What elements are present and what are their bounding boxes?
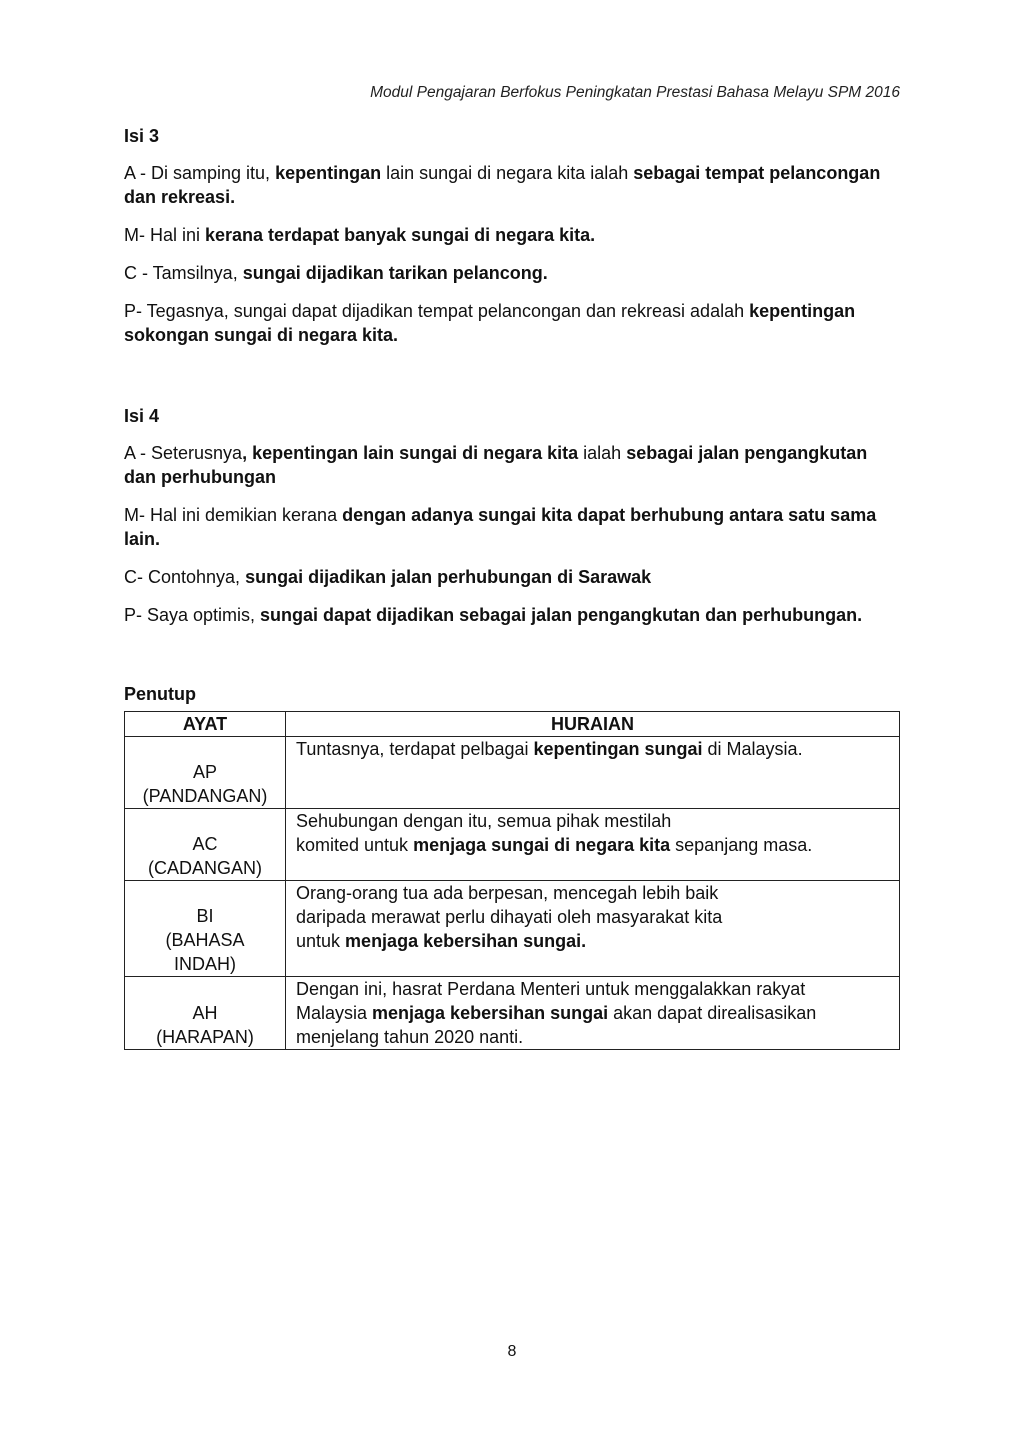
bold-text-run: menjaga kebersihan sungai.: [345, 931, 587, 951]
huraian-cell: [286, 809, 900, 881]
ayat-cell: [125, 809, 286, 881]
column-header-ayat: AYAT: [125, 712, 286, 737]
text-run: P- Tegasnya, sungai dapat dijadikan tempat pelancongan dan rekreasi adalah: [124, 301, 750, 321]
bold-text-run: kepentingan: [275, 163, 382, 183]
ayat-cell: [125, 977, 286, 1050]
ayat-line: (BAHASA: [165, 930, 245, 950]
table-row: [125, 809, 900, 881]
isi-3-section: [124, 161, 904, 347]
huraian-cell: [286, 737, 900, 809]
ayat-line: AP: [192, 762, 217, 782]
ayat-line: AC: [192, 834, 218, 854]
running-header: Modul Pengajaran Berfokus Peningkatan Prestasi Bahasa Melayu SPM 2016: [370, 84, 900, 101]
ayat-line: AH: [192, 1003, 218, 1023]
ayat-line: BI: [196, 906, 214, 926]
text-run: C - Tamsilnya,: [124, 263, 243, 283]
text-run: M- Hal ini demikian kerana: [124, 505, 343, 525]
table-row: [125, 737, 900, 809]
bold-text-run: menjaga sungai di negara kita: [413, 835, 671, 855]
isi-3-paragraph: [124, 161, 904, 209]
ayat-line: (CADANGAN): [147, 858, 262, 878]
isi-3-paragraph: [124, 299, 904, 347]
isi-4-paragraph: [124, 603, 904, 627]
bold-text-run: , kepentingan lain sungai di negara kita: [242, 443, 579, 463]
ayat-line: (HARAPAN): [156, 1027, 254, 1047]
bold-text-run: kepentingan sungai: [533, 739, 703, 759]
bold-text-run: sungai dijadikan jalan perhubungan di Sarawak: [245, 567, 652, 587]
penutup-heading: Penutup: [124, 684, 196, 704]
text-run: P- Saya optimis,: [124, 605, 261, 625]
text-run: M- Hal ini: [124, 225, 206, 245]
bold-text-run: kerana terdapat banyak sungai di negara kita.: [205, 225, 596, 245]
text-run: Tuntasnya, terdapat pelbagai: [296, 739, 534, 759]
bold-text-run: sebagai tempat pelancongan dan rekreasi.: [124, 163, 881, 207]
page-number: 8: [507, 1343, 517, 1360]
text-run: menjelang tahun 2020 nanti.: [296, 1027, 524, 1047]
bold-text-run: menjaga kebersihan sungai: [372, 1003, 609, 1023]
text-run: ialah: [578, 443, 627, 463]
huraian-cell: [286, 977, 900, 1050]
bold-text-run: sebagai jalan pengangkutan dan perhubungan: [124, 443, 868, 487]
table-row: [125, 977, 900, 1050]
text-run: komited untuk: [296, 835, 414, 855]
penutup-table: [124, 711, 900, 1050]
bold-text-run: sungai dapat dijadikan sebagai jalan pengangkutan dan perhubungan.: [260, 605, 863, 625]
isi-3-heading: Isi 3: [124, 126, 160, 146]
isi-3-paragraph: [124, 261, 904, 285]
text-run: Malaysia: [296, 1003, 373, 1023]
text-run: akan dapat direalisasikan: [608, 1003, 817, 1023]
column-header-huraian: HURAIAN: [286, 712, 900, 737]
ayat-line: (PANDANGAN): [142, 786, 268, 806]
isi-4-paragraph: [124, 441, 904, 489]
text-run: sepanjang masa.: [670, 835, 813, 855]
isi-4-paragraph: [124, 565, 904, 589]
table-header-row: [125, 712, 900, 737]
text-run: lain sungai di negara kita ialah: [381, 163, 634, 183]
bold-text-run: sungai dijadikan tarikan pelancong.: [242, 263, 548, 283]
isi-4-paragraph: [124, 503, 904, 551]
text-run: C- Contohnya,: [124, 567, 246, 587]
huraian-cell: [286, 881, 900, 977]
text-run: A - Seterusnya: [124, 443, 243, 463]
text-run: di Malaysia.: [702, 739, 803, 759]
bold-text-run: dengan adanya sungai kita dapat berhubung antara satu sama lain.: [124, 505, 877, 549]
ayat-line: INDAH): [174, 954, 236, 974]
ayat-cell: [125, 881, 286, 977]
bold-text-run: kepentingan sokongan sungai di negara kita.: [124, 301, 856, 345]
text-run: Orang-orang tua ada berpesan, mencegah lebih baik: [296, 883, 719, 903]
table-row: [125, 881, 900, 977]
text-run: A - Di samping itu,: [124, 163, 276, 183]
isi-4-heading: Isi 4: [124, 406, 160, 426]
isi-4-section: [124, 441, 904, 627]
isi-3-paragraph: [124, 223, 904, 247]
text-run: Dengan ini, hasrat Perdana Menteri untuk menggalakkan rakyat: [296, 979, 806, 999]
text-run: daripada merawat perlu dihayati oleh masyarakat kita: [296, 907, 723, 927]
text-run: Sehubungan dengan itu, semua pihak mestilah: [296, 811, 672, 831]
text-run: untuk: [296, 931, 346, 951]
document-body: [124, 124, 904, 1050]
ayat-cell: [125, 737, 286, 809]
